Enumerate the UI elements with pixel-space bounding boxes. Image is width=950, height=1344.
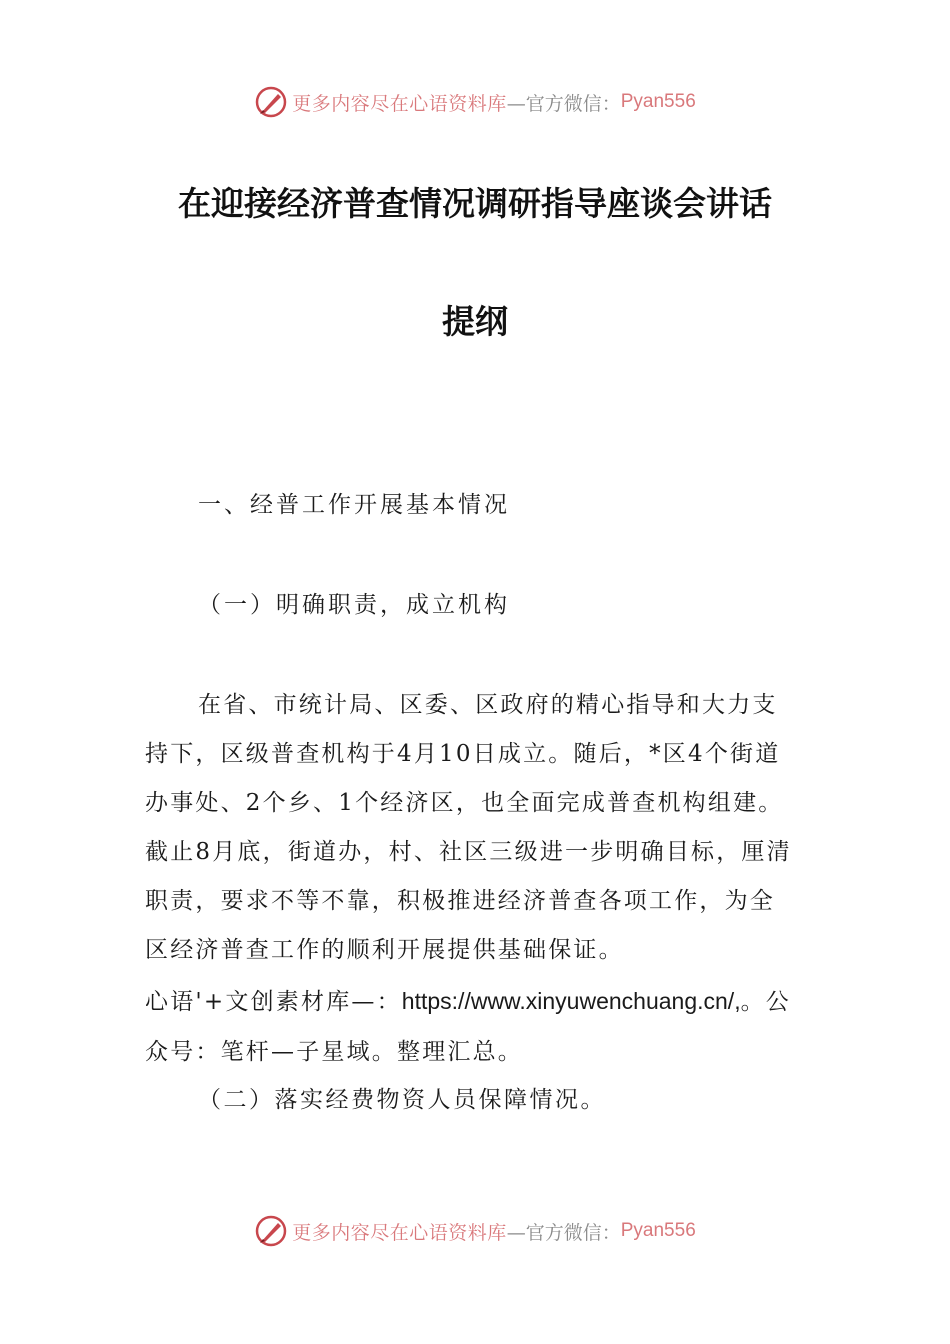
paragraph-line: 职责，要求不等不靠，积极推进经济普查各项工作，为全 [145,888,775,914]
banner-wechat-id: Pyan556 [620,1220,696,1241]
banner-wechat-id: Pyan556 [620,91,696,112]
source-line-2: 众号：笔杆—子星域。整理汇总。 [145,1039,523,1065]
subsection-heading-1: （一）明确职责，成立机构 [198,592,510,618]
banner-site-text: 更多内容尽在心语资料库 [292,1221,507,1244]
banner-wechat-label: —官方微信： [506,92,621,115]
paragraph-line: 持下，区级普查机构于4月10日成立。随后，*区4个街道 [145,741,781,767]
source-url-link[interactable]: https://www.xinyuwenchuang.cn/, [401,988,741,1014]
paragraph-line: 办事处、2个乡、1个经济区，也全面完成普查机构组建。 [145,790,784,816]
paragraph-line: 截止8月底，街道办，村、社区三级进一步明确目标，厘清 [145,839,792,865]
document-title-line-1: 在迎接经济普查情况调研指导座谈会讲话 [178,184,772,223]
source-suffix: 。公 [740,989,791,1015]
quill-pen-icon [254,1214,288,1248]
subsection-heading-2: （二）落实经费物资人员保障情况。 [198,1087,606,1113]
section-heading-1: 一、经普工作开展基本情况 [198,492,510,518]
footer-watermark-banner [0,1211,950,1251]
paragraph-line: 区经济普查工作的顺利开展提供基础保证。 [145,937,624,963]
source-prefix: 心语'+文创素材库—： [145,989,402,1015]
document-title-line-2: 提纲 [442,302,508,341]
banner-wechat-label: —官方微信： [506,1221,621,1244]
paragraph-line: 在省、市统计局、区委、区政府的精心指导和大力支 [198,692,778,718]
header-watermark-banner [0,82,950,122]
banner-site-text: 更多内容尽在心语资料库 [292,92,507,115]
source-line [145,983,805,1016]
quill-pen-icon [254,85,288,119]
